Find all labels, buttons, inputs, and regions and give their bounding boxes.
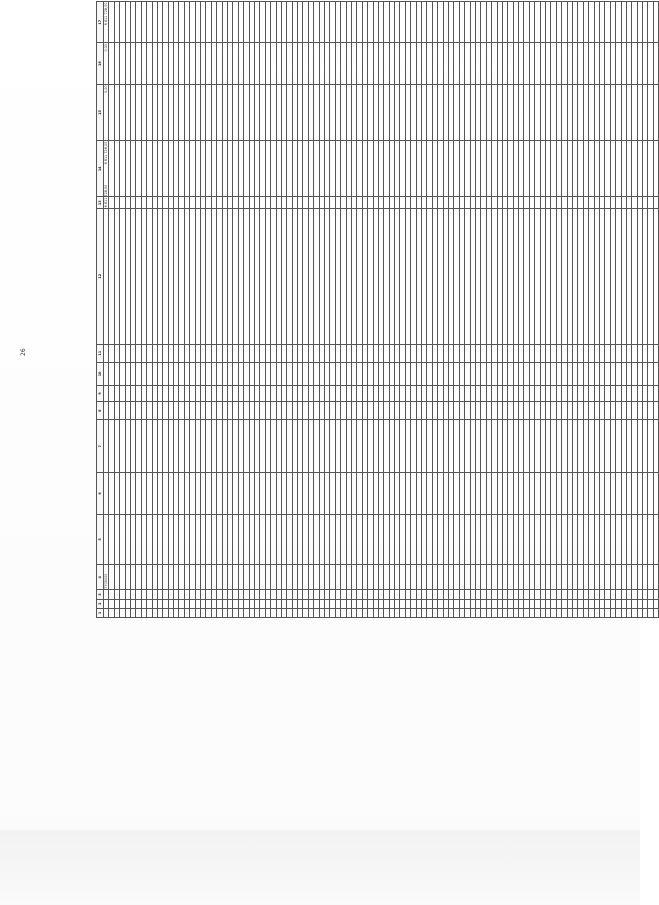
- table-cell: 0,00: [104, 43, 109, 84]
- table-body: [97, 2, 659, 618]
- header-cell: 17: [97, 2, 104, 43]
- report-table: [96, 1, 659, 618]
- header-cell: 12: [97, 208, 104, 344]
- header-cell: 7: [97, 420, 104, 473]
- table-cell: [653, 43, 658, 84]
- header-cell: 1: [97, 608, 104, 617]
- header-cell: 13: [97, 197, 104, 208]
- header-cell: 2: [97, 599, 104, 608]
- table-cell: 6 811 728,00: [104, 184, 109, 208]
- table-cell: [653, 514, 658, 565]
- rotated-table-area: [96, 2, 646, 686]
- table-cell: [653, 141, 658, 197]
- table-cell: [653, 590, 658, 599]
- table-cell: [653, 362, 658, 385]
- header-cell: 4: [97, 565, 104, 590]
- header-cell: 3: [97, 590, 104, 599]
- page-number: 26: [20, 348, 27, 356]
- header-cell: 5: [97, 514, 104, 565]
- table-header-row: [97, 2, 104, 618]
- table-cell: [653, 599, 658, 608]
- table-cell: [653, 84, 658, 140]
- header-cell: 11: [97, 344, 104, 362]
- table-cell: 6 811 728,00: [104, 141, 109, 197]
- table-sheet: [96, 1, 646, 618]
- header-cell: 9: [97, 385, 104, 401]
- table-cell: [653, 385, 658, 401]
- table-cell: [653, 420, 658, 473]
- header-cell: 10: [97, 362, 104, 385]
- table-cell: 0,00: [104, 84, 109, 140]
- table-cell: [653, 2, 658, 43]
- table-cell: [653, 197, 658, 208]
- table-cell: [653, 565, 658, 590]
- scan-bottom-shadow: [0, 830, 640, 905]
- table-cell: 7705000: [104, 565, 109, 590]
- table-cell: [653, 208, 658, 344]
- table-cell: [653, 608, 658, 617]
- table-cell: 6 811 728,00: [104, 2, 109, 43]
- header-cell: 16: [97, 43, 104, 84]
- table-row: [653, 2, 658, 618]
- table-cell: [653, 402, 658, 420]
- table-cell: [653, 344, 658, 362]
- header-cell: 14: [97, 141, 104, 197]
- header-cell: 6: [97, 473, 104, 514]
- table-cell: [653, 473, 658, 514]
- header-cell: 8: [97, 402, 104, 420]
- header-cell: 15: [97, 84, 104, 140]
